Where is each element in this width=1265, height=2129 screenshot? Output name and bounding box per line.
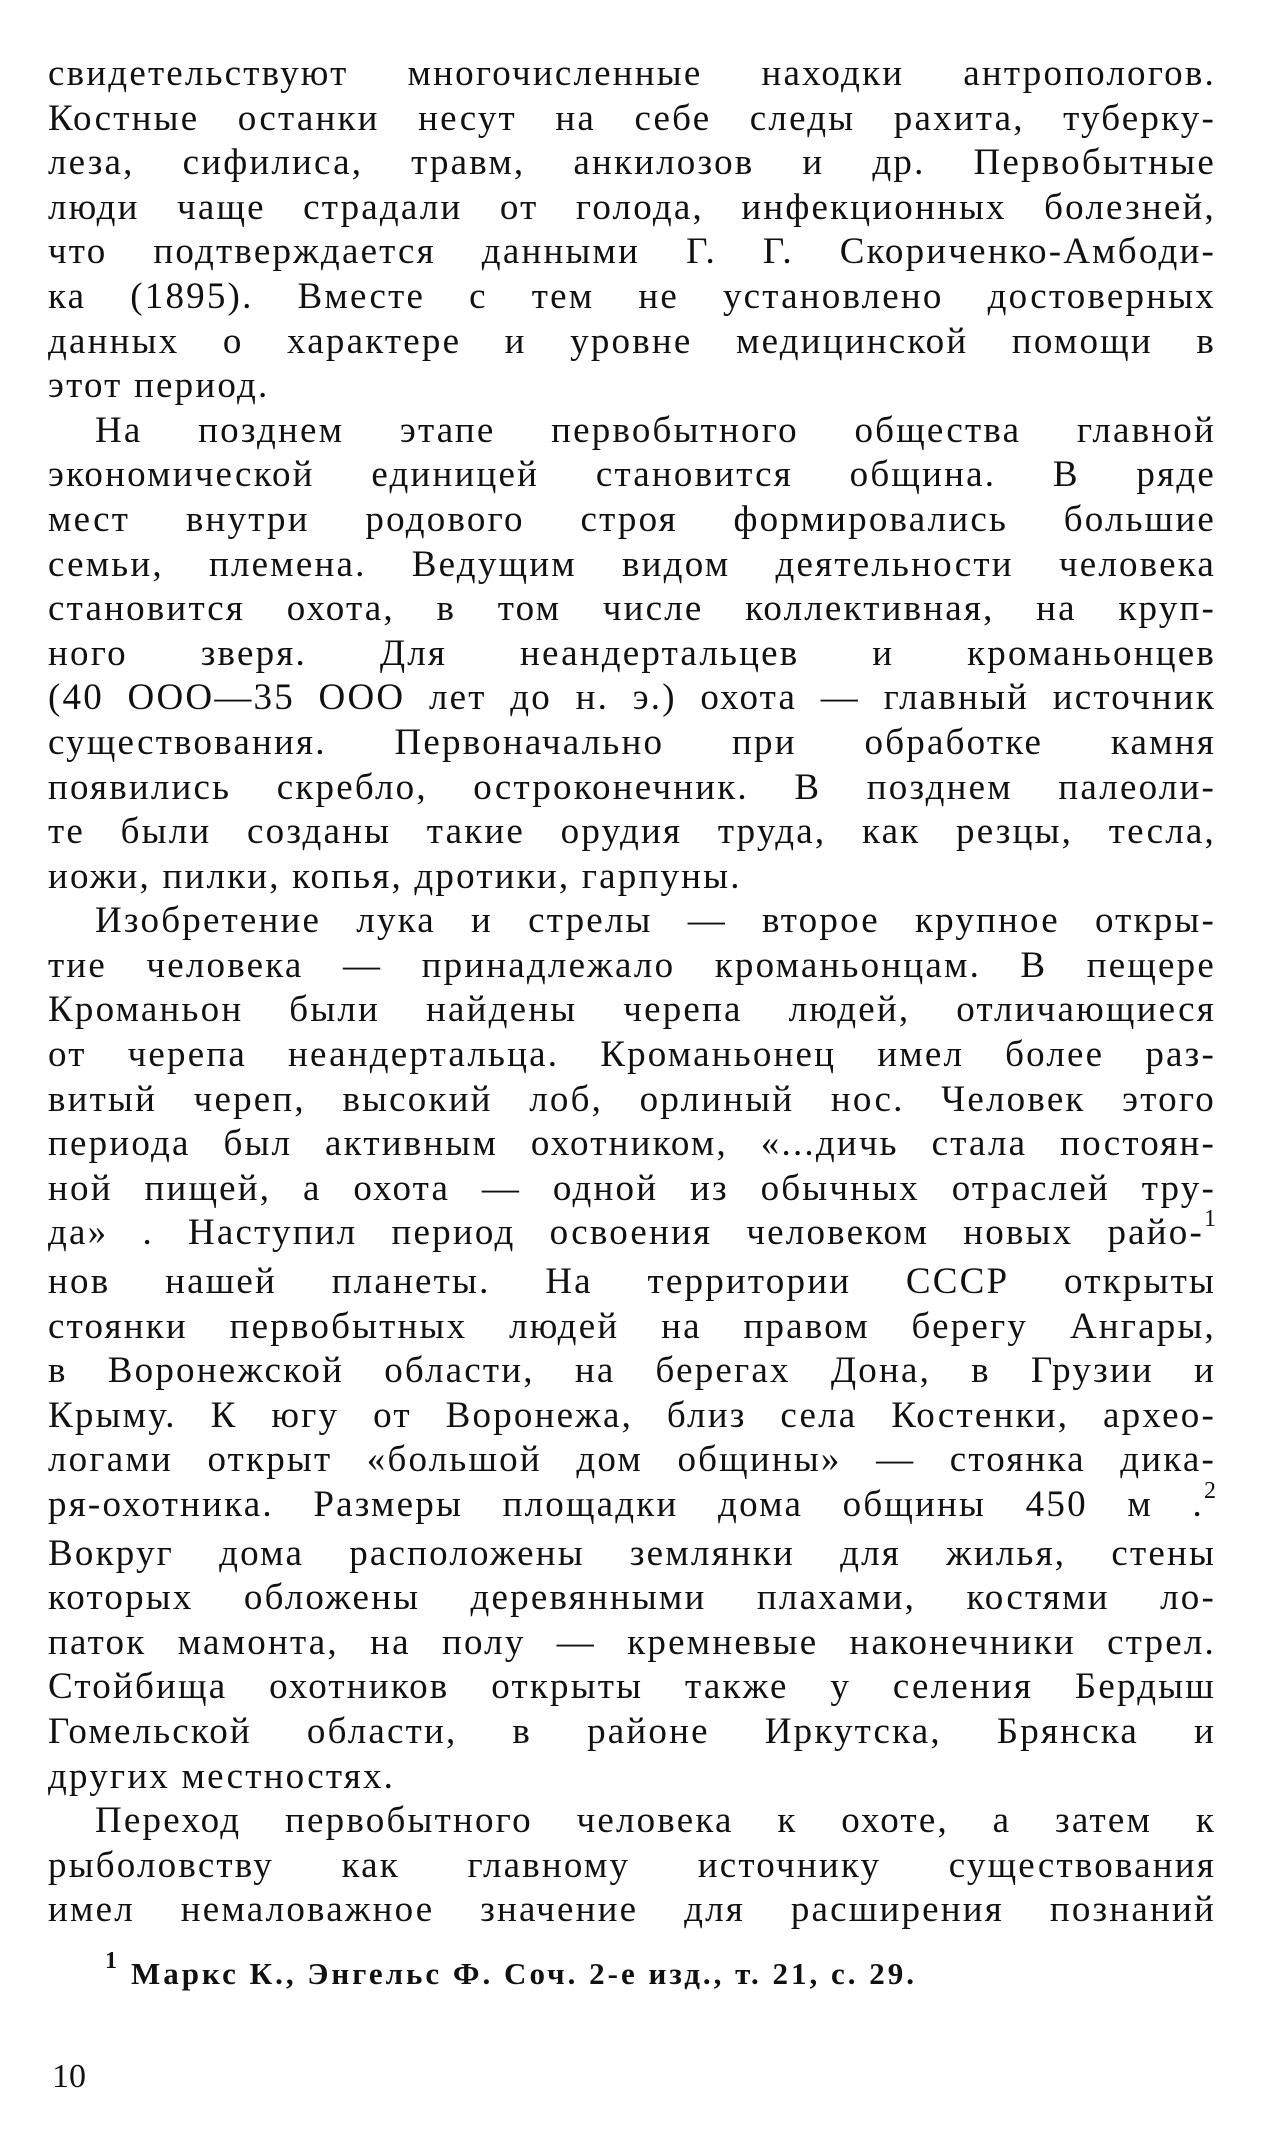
text-line: периода был активным охотником, «...дичь стала постоян- (48, 1123, 1216, 1165)
text-line: данных о характере и уровне медицинской помощи в (48, 320, 1216, 362)
text-line: мест внутри родового строя формировались большие (48, 498, 1216, 540)
text-line: Вокруг дома расположены землянки для жилья, стены (48, 1532, 1216, 1574)
text-line: свидетельствуют многочисленные находки антропологов. (48, 53, 1216, 94)
text-line: семьи, племена. Ведущим видом деятельности человека (48, 543, 1216, 585)
text-line: других местностях. (48, 1755, 396, 1797)
text-line: появились скребло, остроконечник. В позднем палеоли- (48, 766, 1216, 808)
text-line: Крыму. К югу от Воронежа, близ села Костенки, архео- (48, 1394, 1216, 1436)
text-line: что подтверждается данными Г. Г. Скориченко-Амбоди- (48, 231, 1216, 273)
page-body (48, 52, 1216, 1933)
paragraph (48, 52, 1216, 409)
text-line: имел немаловажное значение для расширения познаний (48, 1889, 1216, 1931)
text-line: ной пищей, а охота — одной из обычных отраслей тру- (48, 1167, 1216, 1209)
text-line: (40 ООО—35 ООО лет до н. э.) охота — главный источник (48, 677, 1216, 719)
text-line: Переход первобытного человека к охоте, а затем к (95, 1800, 1216, 1842)
text-line: леза, сифилиса, травм, анкилозов и др. Первобытные (48, 142, 1216, 184)
text-line: Стойбища охотников открыты также у селения Бердыш (48, 1666, 1216, 1708)
text-line: Кроманьон были найдены черепа людей, отличающиеся (48, 989, 1216, 1031)
footnote-text: Маркс К., Энгельс Ф. Соч. 2-е изд., т. 21, с. 29. (131, 1956, 918, 1991)
text-line: существования. Первоначально при обработке камня (48, 721, 1216, 763)
text-line: логами открыт «большой дом общины» — стоянка дика- (48, 1439, 1216, 1481)
footnote-number: 1 (105, 1948, 117, 1974)
footnote-marker: 1 (1204, 1206, 1216, 1233)
text-line: ря-охотника. Размеры площадки дома общины 450 м . (48, 1484, 1204, 1525)
paragraph (48, 409, 1216, 900)
text-line: Гомельской области, в районе Иркутска, Брянска и (48, 1710, 1216, 1752)
text-line: рыболовству как главному источнику существования (48, 1844, 1216, 1886)
text-line: те были созданы такие орудия труда, как резцы, тесла, (48, 811, 1216, 853)
footnote (105, 1948, 918, 1992)
text-line: да» . Наступил период освоения человеком новых райо- (48, 1212, 1204, 1254)
text-line: стоянки первобытных людей на правом берегу Ангары, (48, 1305, 1216, 1347)
text-line: Изобретение лука и стрелы — второе крупное откры- (95, 900, 1216, 942)
paragraph (48, 1799, 1216, 1933)
text-line: экономической единицей становится община. В ряде (48, 454, 1216, 496)
text-line-with-footnote (48, 1206, 1216, 1260)
text-line: становится охота, в том числе коллективная, на круп- (48, 588, 1216, 630)
text-line: ка (1895). Вместе с тем не установлено достоверных (48, 275, 1216, 317)
text-line-with-superscript (48, 1478, 1216, 1532)
text-line: этот период. (48, 365, 270, 407)
text-line: люди чаще страдали от голода, инфекционных болезней, (48, 186, 1216, 228)
square-superscript: 2 (1204, 1478, 1216, 1504)
text-line: от черепа неандертальца. Кроманьонец имел более раз- (48, 1034, 1216, 1076)
text-line: нов нашей планеты. На территории СССР открыты (48, 1261, 1216, 1303)
text-line: паток мамонта, на полу — кремневые наконечники стрел. (48, 1621, 1216, 1663)
text-line: иожи, пилки, копья, дротики, гарпуны. (48, 855, 742, 897)
text-line: которых обложены деревянными плахами, костями ло- (48, 1577, 1216, 1619)
text-line: тие человека — принадлежало кроманьонцам. В пещере (48, 944, 1216, 986)
text-line: Костные останки несут на себе следы рахита, туберку- (48, 97, 1216, 139)
text-line: На позднем этапе первобытного общества главной (95, 409, 1216, 451)
text-line: ного зверя. Для неандертальцев и кроманьонцев (48, 632, 1216, 674)
text-line: в Воронежской области, на берегах Дона, в Грузии и (48, 1350, 1216, 1392)
text-line: витый череп, высокий лоб, орлиный нос. Человек этого (48, 1078, 1216, 1120)
page-number: 10 (52, 2058, 86, 2095)
paragraph (48, 899, 1216, 1799)
